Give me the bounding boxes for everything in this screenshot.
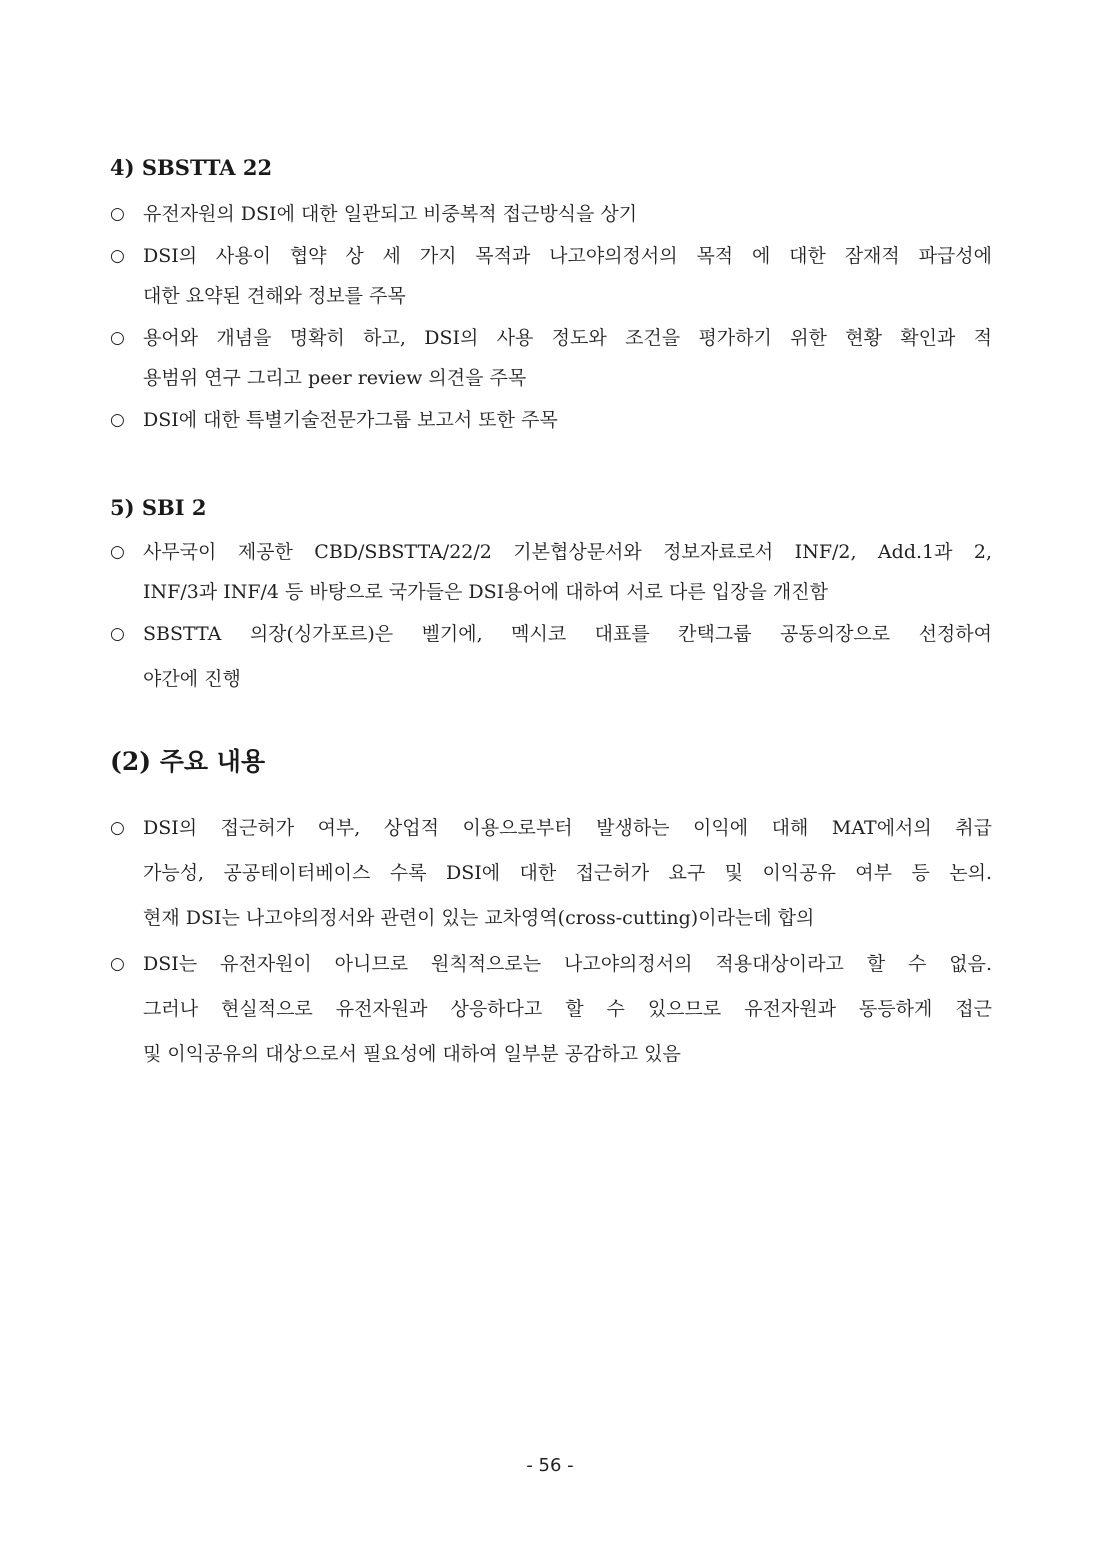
bullet-circle-icon: ○ [110, 204, 125, 224]
bullet-line: DSI의 사용이 협약 상 세 가지 목적과 나고야의정서의 목적 에 대한 잠재적 파급성에 [143, 245, 992, 267]
bullet-line: SBSTTA 의장(싱가포르)은 벨기에, 멕시코 대표를 칸택그룹 공동의장으로 선정하여 [143, 623, 992, 645]
bullet-circle-icon: ○ [110, 246, 125, 266]
bullet-circle-icon: ○ [110, 954, 125, 974]
bullet-circle-icon: ○ [110, 328, 125, 348]
bullet-circle-icon: ○ [110, 624, 125, 644]
bullet-line: INF/3과 INF/4 등 바탕으로 국가들은 DSI용어에 대하여 서로 다른 입장을 개진함 [143, 581, 828, 603]
bullet-line: DSI의 접근허가 여부, 상업적 이용으로부터 발생하는 이익에 대해 MAT에서의 취급 [143, 817, 992, 839]
main-content-bullet-1 [110, 806, 992, 941]
bullet-line: 용어와 개념을 명확히 하고, DSI의 사용 정도와 조건을 평가하기 위한 현황 확인과 적 [143, 327, 992, 349]
bullet-circle-icon: ○ [110, 410, 125, 430]
main-content-heading: (2) 주요 내용 [110, 747, 266, 776]
section-4-bullet-2 [110, 236, 992, 316]
section-4-bullet-3 [110, 318, 992, 398]
bullet-line: 및 이익공유의 대상으로서 필요성에 대하여 일부분 공감하고 있음 [143, 1043, 681, 1065]
bullet-circle-icon: ○ [110, 542, 125, 562]
section-5-bullet-1 [110, 532, 992, 612]
section-5-bullet-2 [110, 612, 992, 702]
page-number: - 56 - [526, 1455, 574, 1476]
bullet-circle-icon: ○ [110, 818, 125, 838]
section-5-heading: 5) SBI 2 [110, 495, 207, 520]
bullet-line: DSI는 유전자원이 아니므로 원칙적으로는 나고야의정서의 적용대상이라고 할 수 없음. [143, 953, 992, 975]
bullet-line: 가능성, 공공테이터베이스 수록 DSI에 대한 접근허가 요구 및 이익공유 여부 등 논의. [143, 862, 992, 884]
section-4-heading: 4) SBSTTA 22 [110, 155, 273, 180]
bullet-line: 사무국이 제공한 CBD/SBSTTA/22/2 기본협상문서와 정보자료로서 INF/2, Add.1과 2, [143, 541, 992, 563]
bullet-line: 그러나 현실적으로 유전자원과 상응하다고 할 수 있으므로 유전자원과 동등하게 접근 [143, 998, 992, 1020]
bullet-line: 유전자원의 DSI에 대한 일관되고 비중복적 접근방식을 상기 [143, 203, 638, 225]
bullet-line: 대한 요약된 견해와 정보를 주목 [143, 285, 406, 307]
section-4-bullet-1 [110, 194, 992, 234]
bullet-line: 현재 DSI는 나고야의정서와 관련이 있는 교차영역(cross-cutting)이라는데 합의 [143, 907, 815, 929]
bullet-line: 야간에 진행 [143, 668, 241, 690]
bullet-line: DSI에 대한 특별기술전문가그룹 보고서 또한 주목 [143, 409, 558, 431]
bullet-line: 용범위 연구 그리고 peer review 의견을 주목 [143, 367, 527, 389]
main-content-bullet-2 [110, 942, 992, 1077]
section-4-bullet-4 [110, 400, 992, 440]
